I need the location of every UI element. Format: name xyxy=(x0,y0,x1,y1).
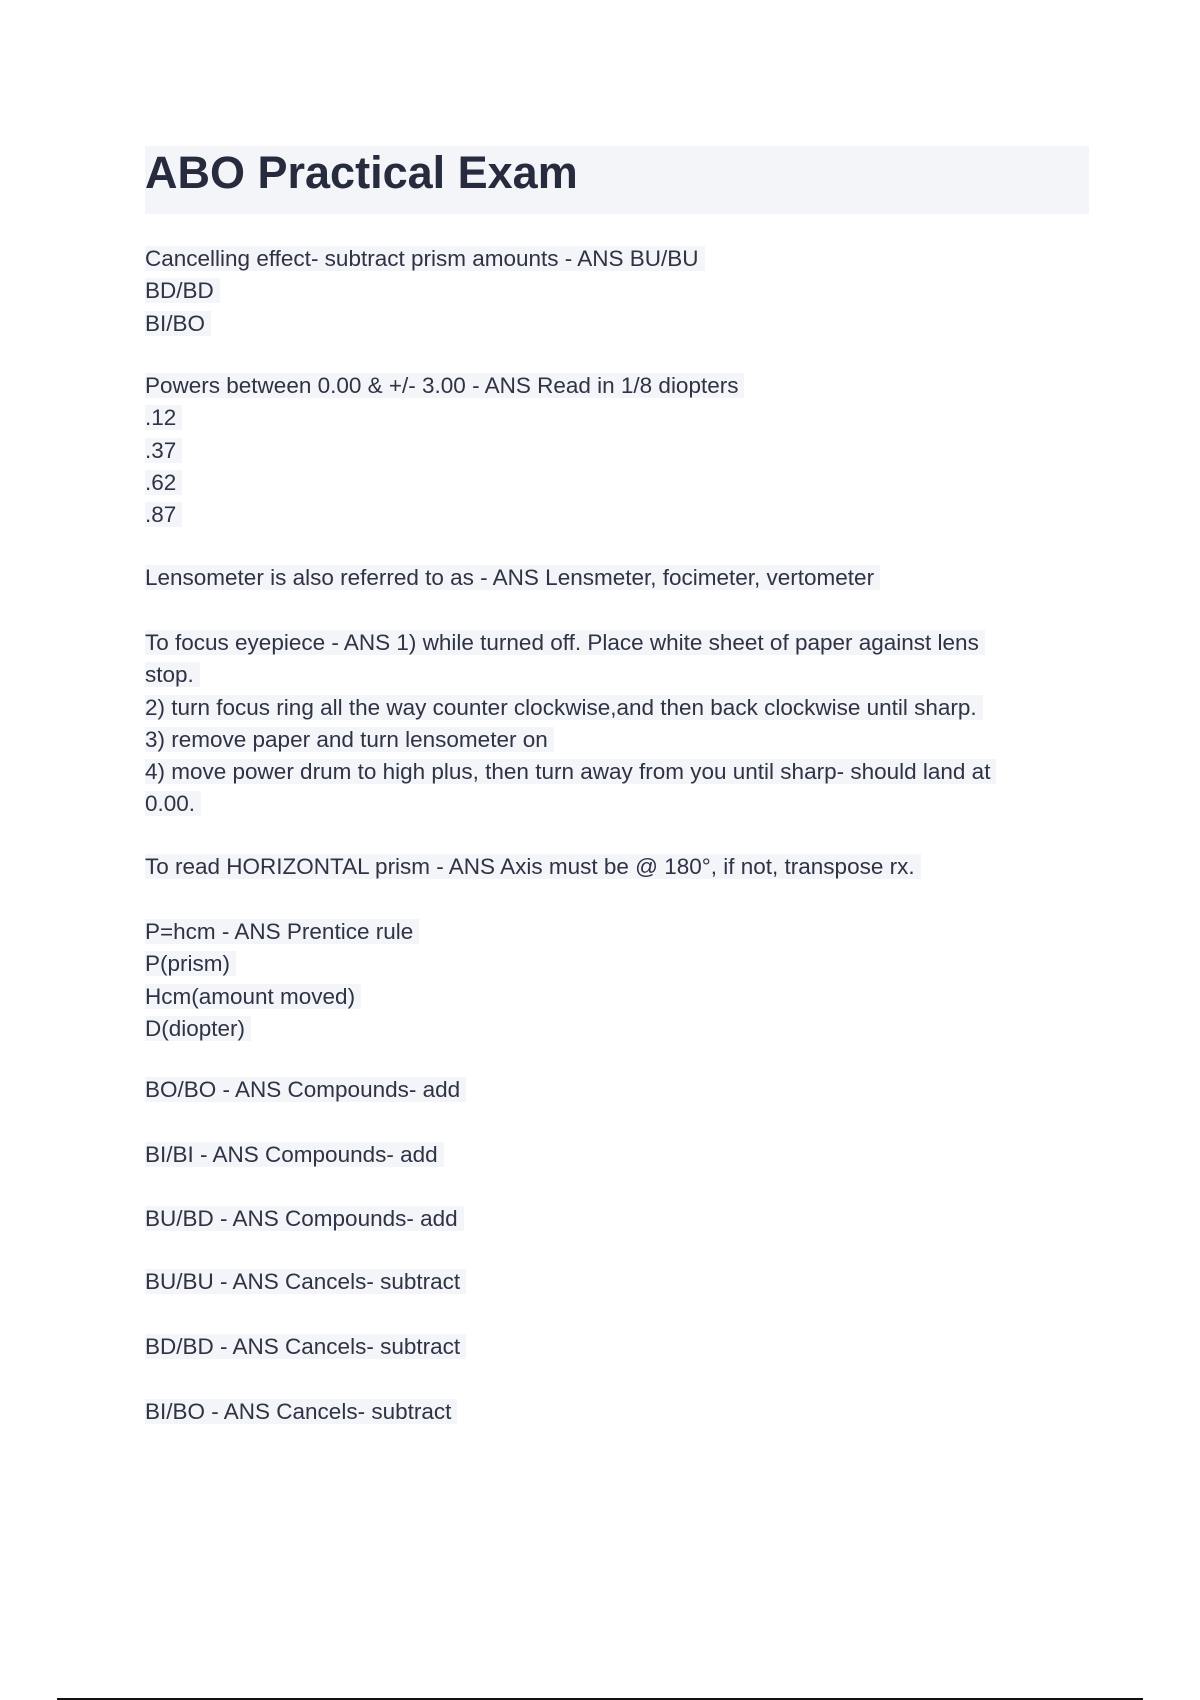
qa-line: .62 xyxy=(145,467,1075,499)
qa-line: To read HORIZONTAL prism - ANS Axis must be @ 180°, if not, transpose rx. xyxy=(145,851,1075,883)
qa-line: 4) move power drum to high plus, then turn away from you until sharp- should land at xyxy=(145,756,1075,788)
qa-line: 3) remove paper and turn lensometer on xyxy=(145,724,1075,756)
qa-line: Lensometer is also referred to as - ANS Lensmeter, focimeter, vertometer xyxy=(145,562,1075,594)
qa-line: BD/BD - ANS Cancels- subtract xyxy=(145,1331,1075,1363)
qa-line: stop. xyxy=(145,659,1075,691)
qa-line: BO/BO - ANS Compounds- add xyxy=(145,1074,1075,1106)
qa-item-bi-bo xyxy=(145,1396,1075,1428)
qa-item-bu-bu xyxy=(145,1266,1075,1298)
qa-item-bu-bd xyxy=(145,1203,1075,1235)
qa-item-bd-bd xyxy=(145,1331,1075,1363)
qa-line: 0.00. xyxy=(145,788,1075,820)
qa-item-bi-bi xyxy=(145,1139,1075,1171)
qa-line: Powers between 0.00 & +/- 3.00 - ANS Read in 1/8 diopters xyxy=(145,370,1075,402)
qa-item-powers xyxy=(145,370,1075,531)
qa-line: P(prism) xyxy=(145,948,1075,980)
qa-line: P=hcm - ANS Prentice rule xyxy=(145,916,1075,948)
qa-item-lensometer-names xyxy=(145,562,1075,594)
qa-item-prism-cancelling xyxy=(145,243,1075,340)
qa-item-focus-eyepiece xyxy=(145,627,1075,821)
qa-line: 2) turn focus ring all the way counter clockwise,and then back clockwise until sharp. xyxy=(145,692,1075,724)
qa-item-bo-bo xyxy=(145,1074,1075,1106)
qa-line: .37 xyxy=(145,435,1075,467)
qa-item-horizontal-prism xyxy=(145,851,1075,883)
qa-line: BU/BD - ANS Compounds- add xyxy=(145,1203,1075,1235)
page-title: ABO Practical Exam xyxy=(145,147,578,198)
qa-line: D(diopter) xyxy=(145,1013,1075,1045)
qa-line: .12 xyxy=(145,402,1075,434)
qa-line: .87 xyxy=(145,499,1075,531)
qa-item-prentice-rule xyxy=(145,916,1075,1045)
qa-line: To focus eyepiece - ANS 1) while turned off. Place white sheet of paper against lens xyxy=(145,627,1075,659)
qa-line: Cancelling effect- subtract prism amounts - ANS BU/BU xyxy=(145,243,1075,275)
qa-line: BI/BO - ANS Cancels- subtract xyxy=(145,1396,1075,1428)
qa-line: BD/BD xyxy=(145,275,1075,307)
qa-line: BI/BO xyxy=(145,308,1075,340)
qa-line: Hcm(amount moved) xyxy=(145,981,1075,1013)
qa-line: BU/BU - ANS Cancels- subtract xyxy=(145,1266,1075,1298)
qa-line: BI/BI - ANS Compounds- add xyxy=(145,1139,1075,1171)
